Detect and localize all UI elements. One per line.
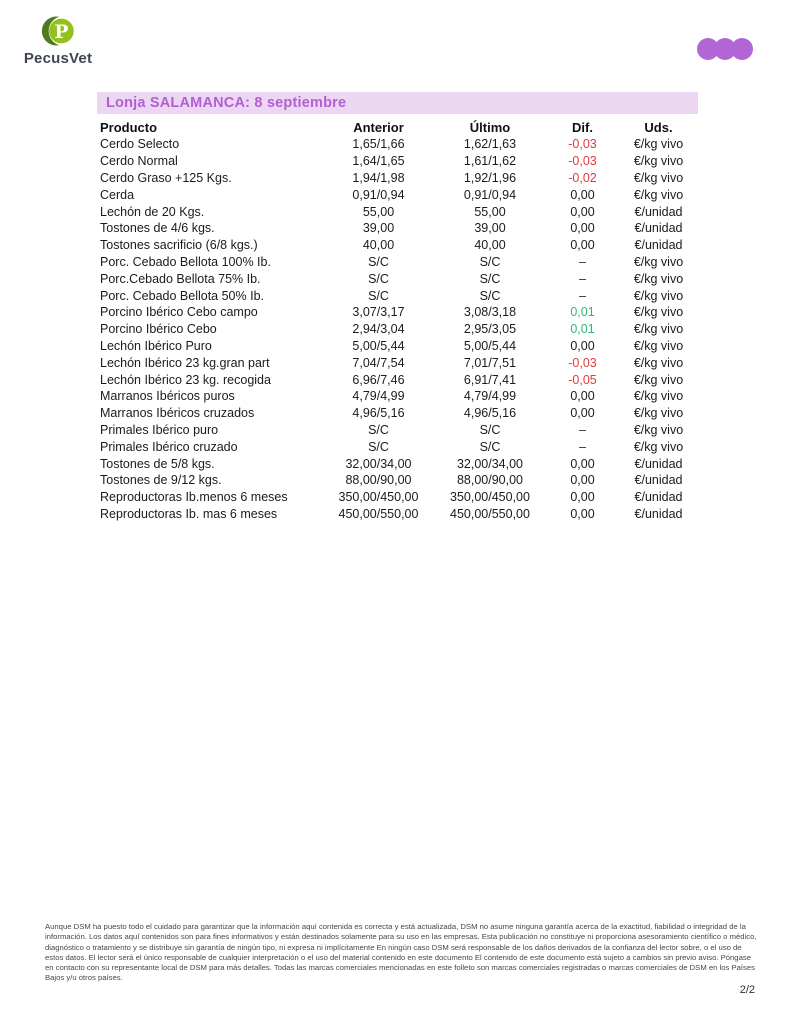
product-name: Porc. Cebado Bellota 50% Ib.	[100, 288, 264, 303]
table-row	[100, 237, 697, 254]
table-row	[100, 203, 697, 220]
ultimo-value: 55,00	[474, 204, 506, 219]
anterior-value: S/C	[368, 422, 389, 437]
uds-value: €/kg vivo	[633, 170, 684, 185]
table-row	[100, 472, 697, 489]
uds-value: €/unidad	[634, 456, 683, 471]
product-name: Cerdo Normal	[100, 154, 178, 169]
anterior-value: 6,96/7,46	[352, 372, 405, 387]
banner-title: Lonja SALAMANCA: 8 septiembre	[106, 95, 347, 111]
ultimo-value: 2,95/3,05	[463, 322, 517, 337]
anterior-value: 40,00	[362, 238, 395, 253]
anterior-value: S/C	[368, 271, 389, 286]
table-row	[100, 338, 697, 355]
ultimo-value: 350,00/450,00	[450, 490, 530, 505]
dif-value: –	[579, 271, 586, 286]
anterior-value: S/C	[368, 254, 389, 269]
dif-value: 0,00	[570, 187, 595, 202]
table-row	[100, 405, 697, 422]
uds-value: €/kg vivo	[633, 338, 684, 353]
uds-value: €/kg vivo	[633, 288, 684, 303]
anterior-value: S/C	[368, 439, 389, 454]
uds-value: €/kg vivo	[633, 271, 684, 286]
three-dots-icon	[697, 38, 753, 60]
price-table	[100, 118, 697, 522]
ultimo-value: 39,00	[474, 221, 506, 236]
table-row	[100, 321, 697, 338]
uds-value: €/kg vivo	[633, 254, 684, 269]
table-row	[100, 422, 697, 439]
dif-value: -0,03	[568, 355, 597, 370]
anterior-value: 1,65/1,66	[352, 137, 405, 152]
column-header-dif: Dif.	[572, 119, 593, 135]
anterior-value: 4,79/4,99	[352, 389, 405, 404]
product-name: Cerdo Graso +125 Kgs.	[100, 170, 232, 185]
dif-value: 0,00	[570, 490, 595, 505]
ultimo-value: 4,96/5,16	[463, 406, 517, 421]
table-row	[100, 287, 697, 304]
dif-value: 0,00	[570, 338, 595, 353]
uds-value: €/unidad	[634, 506, 683, 521]
ultimo-value: 450,00/550,00	[450, 506, 530, 521]
product-name: Lechón Ibérico 23 kg. recogida	[100, 372, 271, 387]
uds-value: €/kg vivo	[633, 322, 684, 337]
anterior-value: 350,00/450,00	[338, 490, 419, 505]
ultimo-value: 3,08/3,18	[463, 305, 517, 320]
uds-value: €/kg vivo	[633, 372, 684, 387]
dif-value: –	[579, 422, 586, 437]
column-header-uds: Uds.	[644, 119, 673, 135]
uds-value: €/unidad	[634, 221, 683, 236]
anterior-value: 5,00/5,44	[352, 338, 405, 353]
product-name: Tostones de 9/12 kgs.	[100, 473, 222, 488]
product-name: Porcino Ibérico Cebo	[100, 322, 217, 337]
uds-value: €/unidad	[634, 238, 683, 253]
table-row	[100, 388, 697, 405]
ultimo-value: 0,91/0,94	[463, 187, 517, 202]
product-name: Cerdo Selecto	[100, 137, 180, 152]
anterior-value: 32,00/34,00	[345, 456, 412, 471]
dif-value: 0,00	[570, 389, 595, 404]
ultimo-value: 7,01/7,51	[463, 355, 517, 370]
svg-text:P: P	[54, 20, 69, 43]
dif-value: -0,03	[568, 137, 597, 152]
table-row	[100, 304, 697, 321]
dot-icon	[731, 38, 753, 60]
table-row	[100, 153, 697, 170]
dif-value: 0,00	[570, 221, 595, 236]
anterior-value: 3,07/3,17	[352, 305, 405, 320]
column-header-ultimo: Último	[469, 119, 511, 135]
dif-value: –	[579, 288, 586, 303]
ultimo-value: 6,91/7,41	[463, 372, 517, 387]
table-row	[100, 371, 697, 388]
ultimo-value: 5,00/5,44	[463, 338, 517, 353]
product-name: Tostones de 4/6 kgs.	[100, 221, 215, 236]
product-name: Cerda	[100, 187, 135, 202]
uds-value: €/kg vivo	[633, 154, 684, 169]
product-name: Marranos Ibéricos puros	[100, 389, 235, 404]
table-row	[100, 438, 697, 455]
ultimo-value: 1,61/1,62	[463, 154, 517, 169]
product-name: Marranos Ibéricos cruzados	[100, 406, 255, 421]
dif-value: -0,03	[568, 154, 597, 169]
table-row	[100, 186, 697, 203]
uds-value: €/kg vivo	[633, 406, 684, 421]
ultimo-value: S/C	[479, 288, 501, 303]
uds-value: €/kg vivo	[633, 389, 684, 404]
dif-value: 0,00	[570, 473, 595, 488]
product-name: Reproductoras Ib.menos 6 meses	[100, 490, 288, 505]
ultimo-value: 1,62/1,63	[463, 137, 517, 152]
table-row	[100, 270, 697, 287]
uds-value: €/kg vivo	[633, 355, 684, 370]
anterior-value: 2,94/3,04	[352, 322, 405, 337]
uds-value: €/unidad	[634, 473, 683, 488]
column-header-anterior: Anterior	[353, 119, 404, 135]
disclaimer-text: Aunque DSM ha puesto todo el cuidado para garantizar que la información aquí contenida es correcta y está actualizada, DSM no asume ninguna garantía acerca de la exactitud, fiabilidad o integridad de la información. Los datos aquí contenidos son para fines informativos y están destinados solamente para su uso en las empresas. Esta publicación no constituye ni proporciona asesoramiento científico o médico, diagnóstico o tratamiento y se distribuye sin garantía de ningún tipo, ni expresa ni implícitamente En ningún caso DSM será responsable de los daños derivados de la confianza del lector sobre, o el uso de estos datos. El lector será el único responsable de cualquier interpretación o el uso del material contenido en este documento El contenido de este documento está sujeto a cambios sin previo aviso. Póngase en contacto con su representante local de DSM para más detalles. Todas las marcas comerciales mencionadas en este folleto son marcas comerciales registradas o marcas comerciales de DSM en los Países Bajos y/u otros países.	[45, 922, 757, 983]
dif-value: 0,01	[570, 322, 595, 337]
table-row	[100, 170, 697, 187]
product-name: Primales Ibérico puro	[100, 422, 219, 437]
uds-value: €/kg vivo	[633, 187, 684, 202]
table-row	[100, 489, 697, 506]
dif-value: -0,05	[568, 372, 597, 387]
product-name: Porc.Cebado Bellota 75% Ib.	[100, 271, 261, 286]
ultimo-value: 32,00/34,00	[456, 456, 524, 471]
dif-value: –	[579, 439, 586, 454]
dif-value: 0,00	[570, 456, 595, 471]
table-row	[100, 254, 697, 271]
product-name: Primales Ibérico cruzado	[100, 439, 238, 454]
dif-value: -0,02	[568, 170, 597, 185]
table-header-row	[100, 118, 697, 136]
product-name: Porcino Ibérico Cebo campo	[100, 305, 258, 320]
ultimo-value: S/C	[479, 422, 501, 437]
product-name: Tostones de 5/8 kgs.	[100, 456, 215, 471]
table-row	[100, 455, 697, 472]
table-body	[100, 136, 697, 522]
pecusvet-logo-icon	[41, 13, 75, 49]
ultimo-value: S/C	[479, 254, 501, 269]
dif-value: 0,00	[570, 204, 595, 219]
dif-value: 0,00	[570, 506, 595, 521]
anterior-value: 450,00/550,00	[338, 506, 419, 521]
anterior-value: 1,64/1,65	[352, 154, 405, 169]
dif-value: –	[579, 254, 586, 269]
table-row	[100, 354, 697, 371]
anterior-value: 39,00	[362, 221, 395, 236]
uds-value: €/unidad	[634, 490, 683, 505]
brand-logo	[16, 13, 100, 67]
product-name: Tostones sacrificio (6/8 kgs.)	[100, 238, 258, 253]
anterior-value: 7,04/7,54	[352, 355, 405, 370]
ultimo-value: 1,92/1,96	[463, 170, 517, 185]
dif-value: 0,00	[570, 238, 595, 253]
anterior-value: S/C	[368, 288, 389, 303]
anterior-value: 0,91/0,94	[352, 187, 405, 202]
uds-value: €/unidad	[634, 204, 683, 219]
ultimo-value: 4,79/4,99	[463, 389, 517, 404]
product-name: Reproductoras Ib. mas 6 meses	[100, 506, 278, 521]
column-header-producto: Producto	[100, 119, 158, 135]
table-row	[100, 506, 697, 523]
anterior-value: 1,94/1,98	[352, 170, 405, 185]
ultimo-value: 40,00	[474, 238, 506, 253]
anterior-value: 55,00	[362, 204, 395, 219]
table-row	[100, 136, 697, 153]
lonja-banner	[97, 92, 698, 114]
uds-value: €/kg vivo	[633, 422, 684, 437]
table-row	[100, 220, 697, 237]
uds-value: €/kg vivo	[633, 137, 684, 152]
dif-value: 0,01	[570, 305, 595, 320]
anterior-value: 4,96/5,16	[352, 406, 405, 421]
page-number: 2/2	[739, 984, 755, 996]
brand-name: PecusVet	[23, 50, 93, 67]
anterior-value: 88,00/90,00	[345, 473, 412, 488]
dif-value: 0,00	[570, 406, 595, 421]
ultimo-value: S/C	[479, 271, 501, 286]
product-name: Lechón de 20 Kgs.	[100, 204, 205, 219]
uds-value: €/kg vivo	[633, 305, 684, 320]
product-name: Porc. Cebado Bellota 100% Ib.	[100, 254, 271, 269]
uds-value: €/kg vivo	[633, 439, 684, 454]
ultimo-value: 88,00/90,00	[456, 473, 524, 488]
ultimo-value: S/C	[479, 439, 501, 454]
product-name: Lechón Ibérico Puro	[100, 338, 212, 353]
product-name: Lechón Ibérico 23 kg.gran part	[100, 355, 270, 370]
